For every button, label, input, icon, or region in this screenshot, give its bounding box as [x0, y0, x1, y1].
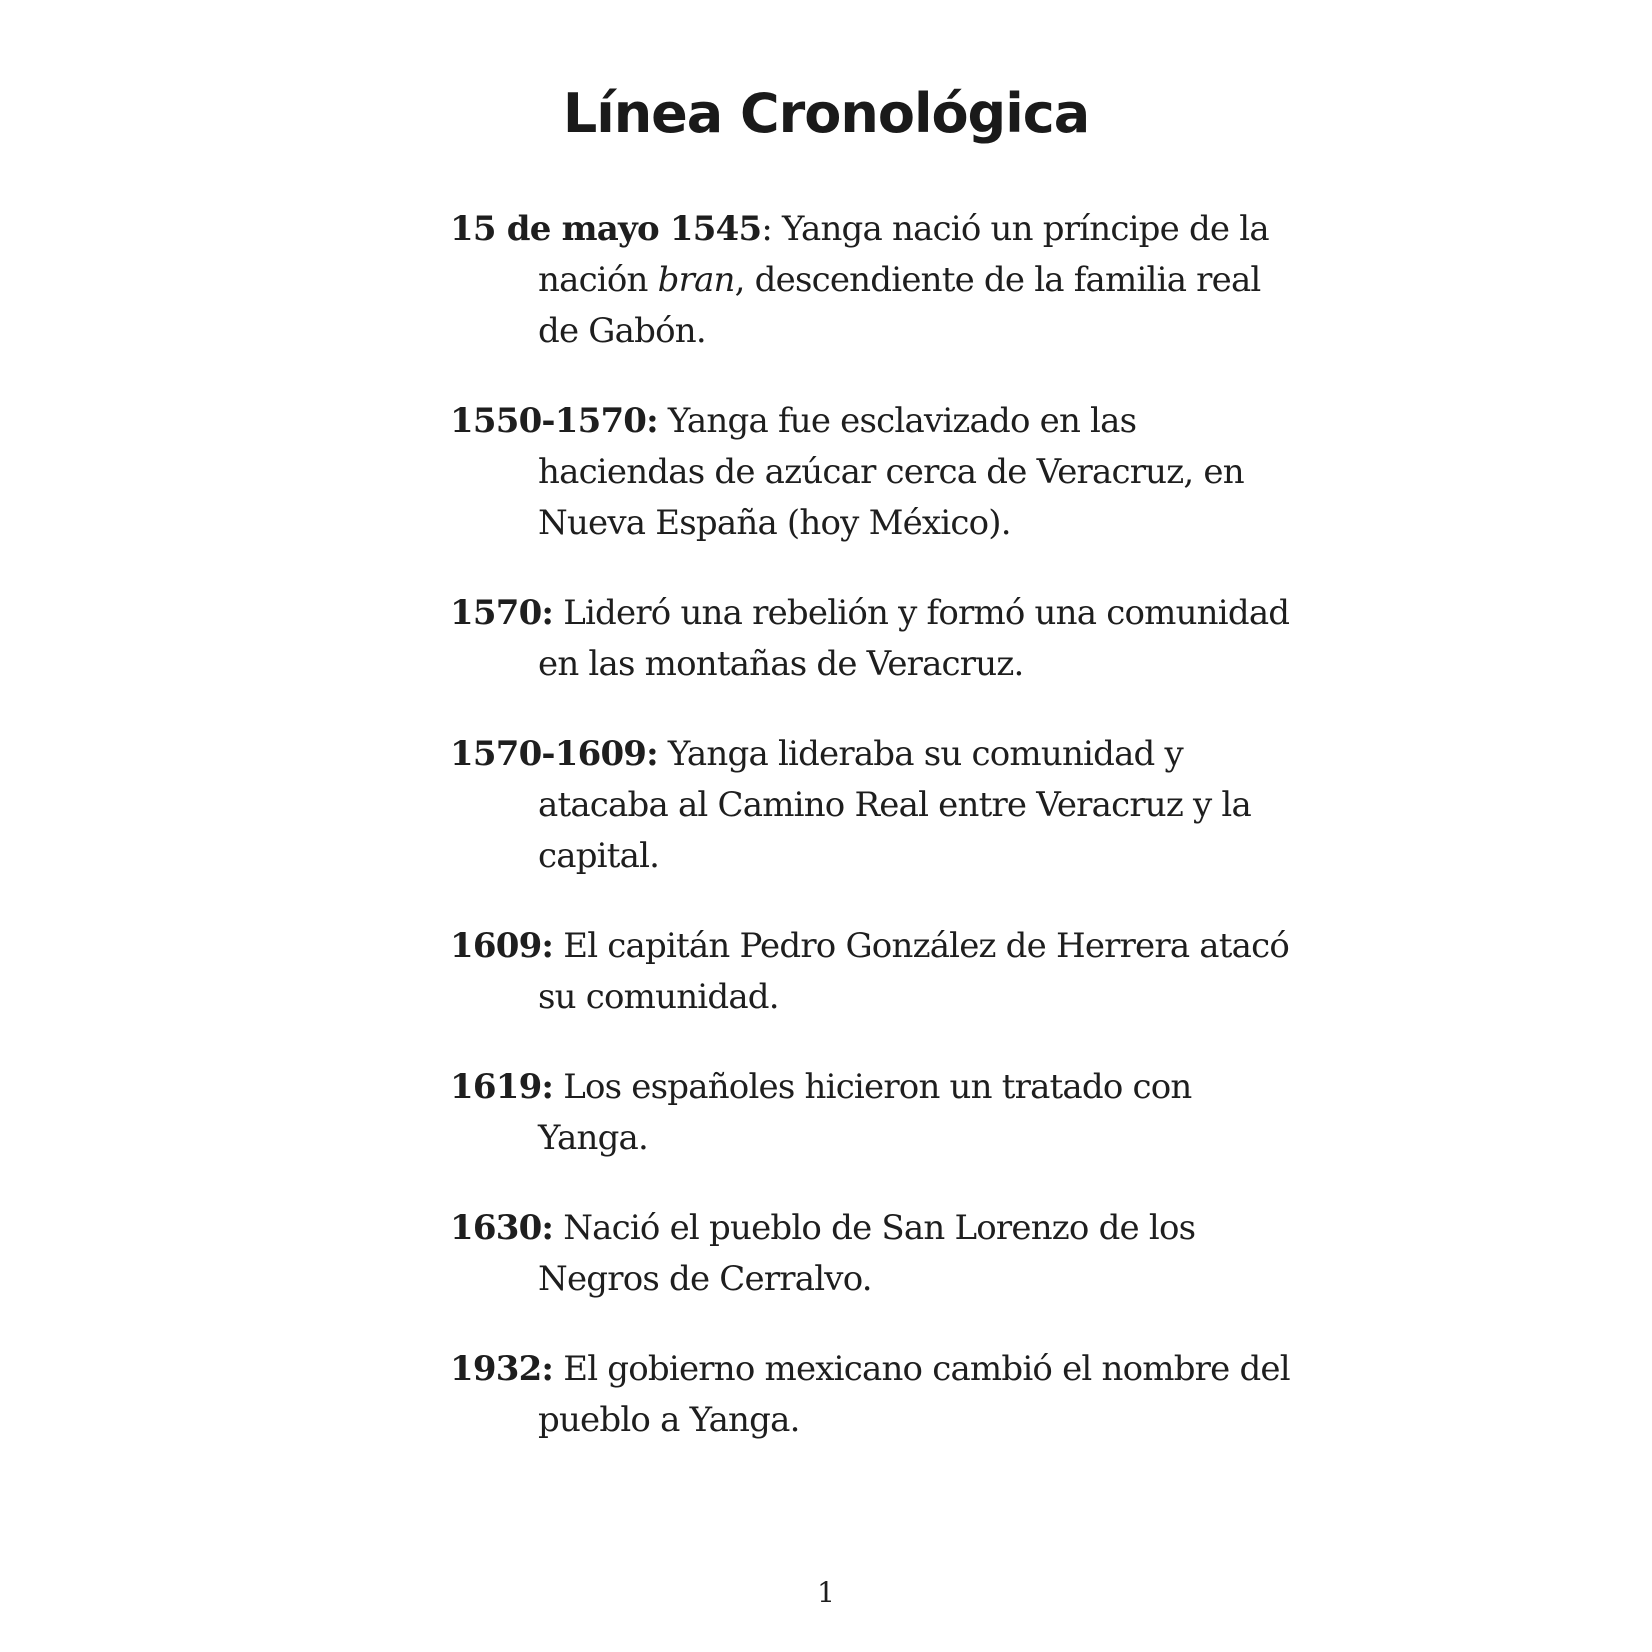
page-number: 1: [817, 1576, 835, 1609]
entry-text: Los españoles hicieron un tratado con Yanga.: [538, 1067, 1192, 1158]
entry-date: 1570-1609:: [450, 734, 658, 774]
entry-date: 1550-1570:: [450, 401, 658, 441]
timeline-entry-1619: [450, 1062, 1290, 1164]
entry-emphasis: bran: [657, 260, 735, 300]
timeline-entry-1932: [450, 1344, 1290, 1446]
entry-text: Lideró una rebelión y formó una comunidad en las montañas de Veracruz.: [538, 593, 1290, 684]
timeline-entry-1570: [450, 588, 1290, 690]
entry-text: Yanga fue esclavizado en las haciendas de azúcar cerca de Veracruz, en Nueva España (hoy México).: [538, 401, 1244, 543]
entry-text: Yanga lideraba su comunidad y atacaba al Camino Real entre Veracruz y la capital.: [538, 734, 1251, 876]
timeline-entry-1609: [450, 921, 1290, 1023]
entry-date: 15 de mayo 1545: [450, 209, 762, 249]
entry-text: El gobierno mexicano cambió el nombre del pueblo a Yanga.: [538, 1349, 1290, 1440]
timeline-entry-1550-1570: [450, 396, 1290, 549]
entry-date: 1630:: [450, 1208, 554, 1248]
timeline-list: [450, 204, 1290, 1485]
entry-text: Nació el pueblo de San Lorenzo de los Negros de Cerralvo.: [538, 1208, 1196, 1299]
entry-text: El capitán Pedro González de Herrera atacó su comunidad.: [538, 926, 1290, 1017]
entry-date: 1932:: [450, 1349, 554, 1389]
entry-date: 1609:: [450, 926, 554, 966]
entry-date: 1570:: [450, 593, 554, 633]
timeline-entry-1570-1609: [450, 729, 1290, 882]
entry-text: , descendiente de la familia real de Gabón.: [538, 260, 1261, 351]
page-title: Línea Cronológica: [562, 82, 1090, 145]
timeline-entry-1630: [450, 1203, 1290, 1305]
entry-text: : Yanga nació un príncipe de la nación: [538, 209, 1269, 300]
entry-date: 1619:: [450, 1067, 554, 1107]
timeline-entry-1545: [450, 204, 1290, 357]
